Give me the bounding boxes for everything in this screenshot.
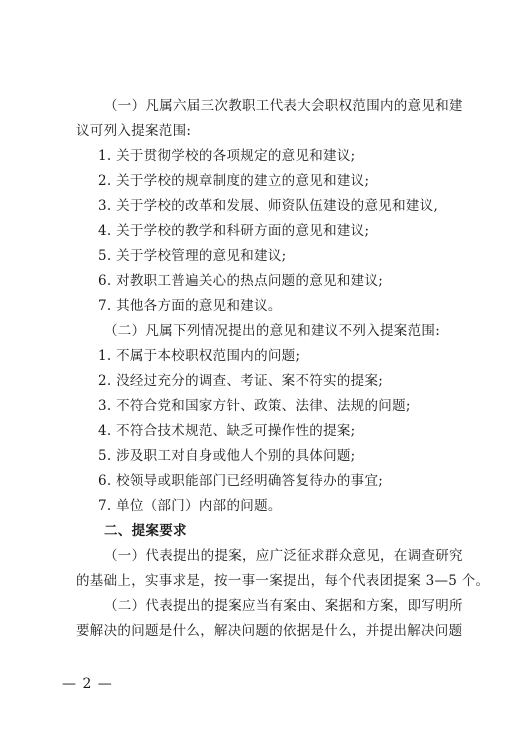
section2-item-2: 2. 没经过充分的调查、考证、案不符实的提案; [98,373,384,389]
section1-item-3: 3. 关于学校的改革和发展、师资队伍建设的意见和建议, [98,198,439,214]
document-body [76,94,490,644]
section2-item-3: 3. 不符合党和国家方针、政策、法律、法规的问题; [98,398,411,414]
part2-para2-line1: （二）代表提出的提案应当有案由、案据和方案，即写明所 [104,598,463,614]
section1-item-4: 4. 关于学校的教学和科研方面的意见和建议; [98,223,370,239]
section1-item-6: 6. 对教职工普遍关心的热点问题的意见和建议; [98,273,384,289]
section2-heading: （二）凡属下列情况提出的意见和建议不列入提案范围: [104,323,441,339]
part2-para2-line2: 要解决的问题是什么，解决问题的依据是什么，并提出解决问题 [76,623,463,639]
part2-para1-line1: （一）代表提出的提案，应广泛征求群众意见，在调查研究 [104,548,463,564]
section2-item-6: 6. 校领导或职能部门已经明确答复待办的事宜; [98,473,384,489]
section1-item-2: 2. 关于学校的规章制度的建立的意见和建议; [98,173,370,189]
section1-item-7: 7. 其他各方面的意见和建议。 [98,298,282,314]
section1-heading-line1: （一）凡属六届三次教职工代表大会职权范围内的意见和建 [104,98,463,114]
section2-item-4: 4. 不符合技术规范、缺乏可操作性的提案; [98,423,356,439]
section2-item-5: 5. 涉及职工对自身或他人个别的具体问题; [98,448,356,464]
section2-item-7: 7. 单位（部门）内部的问题。 [98,498,282,514]
part2-para1-line2: 的基础上，实事求是，按一事一案提出，每个代表团提案 3—5 个。 [76,573,490,589]
section2-item-1: 1. 不属于本校职权范围内的问题; [98,348,301,364]
section1-item-1: 1. 关于贯彻学校的各项规定的意见和建议; [98,148,356,164]
page-number: — 2 — [62,676,113,692]
part2-heading: 二、提案要求 [104,523,187,539]
section1-item-5: 5. 关于学校管理的意见和建议; [98,248,287,264]
section1-heading-line2: 议可列入提案范围: [76,123,192,139]
